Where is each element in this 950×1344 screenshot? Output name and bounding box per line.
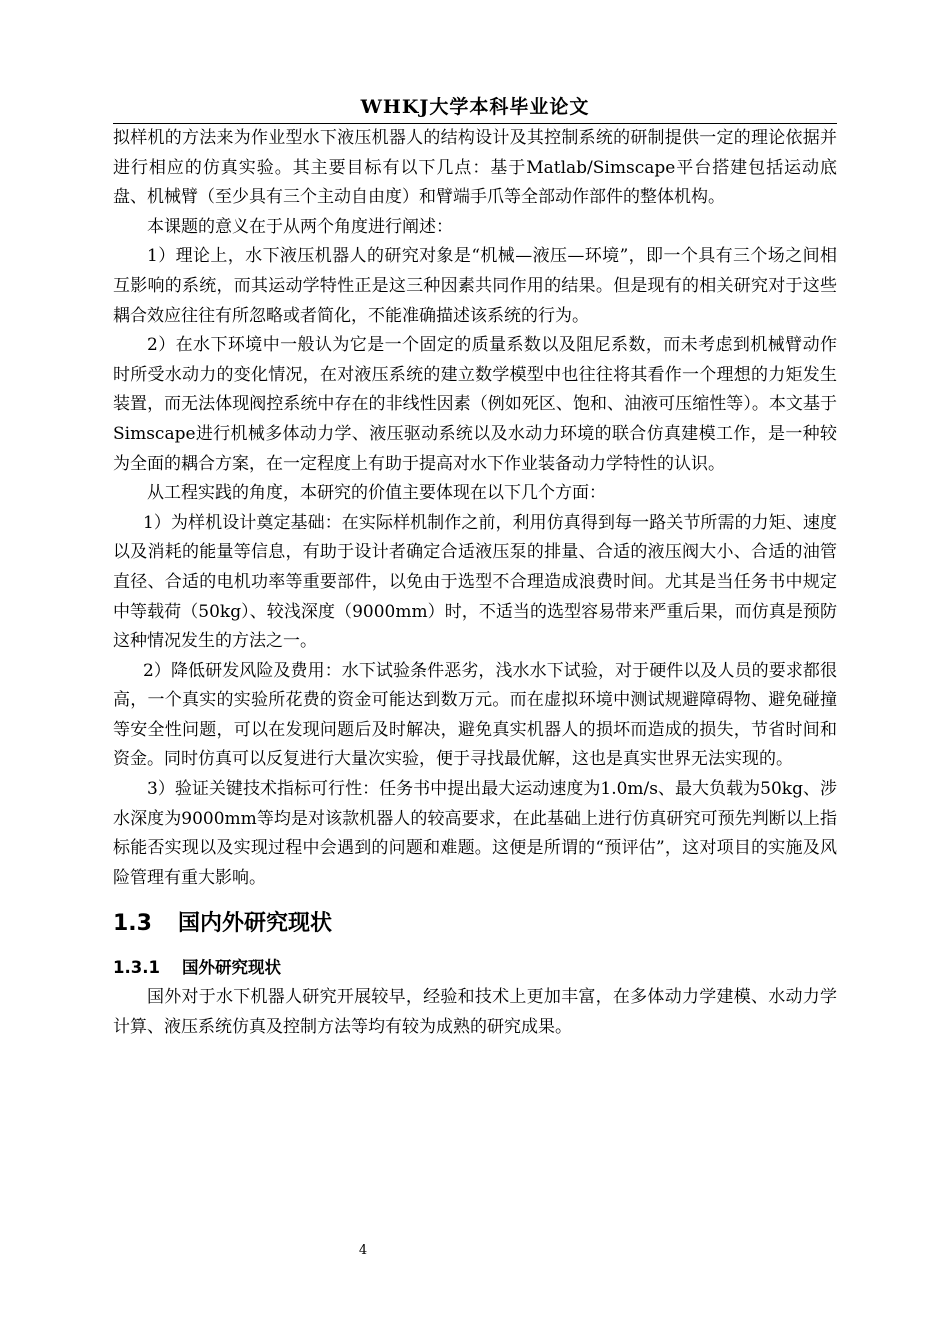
paragraph-practice-intro: 从工程实践的角度，本研究的价值主要体现在以下几个方面： — [147, 483, 606, 504]
section-title: 国内外研究现状 — [177, 911, 332, 937]
subsection-heading — [113, 951, 837, 983]
paragraph-theory-1: 1）理论上，水下液压机器人的研究对象是“机械—液压—环境”，即一个具有三个场之间相互影响的系统，而其运动学特性正是这三种因素共同作用的结果。但是现有的相关研究对于这些耦合效应往往有所忽略或者简化，不能准确描述该系统的行为。 — [113, 246, 837, 326]
paragraph-foreign-research: 国外对于水下机器人研究开展较早，经验和技术上更加丰富，在多体动力学建模、水动力学计算、液压系统仿真及控制方法等均有较为成熟的研究成果。 — [113, 987, 837, 1038]
paragraph-continuation: 拟样机的方法来为作业型水下液压机器人的结构设计及其控制系统的研制提供一定的理论依据并进行相应的仿真实验。其主要目标有以下几点：基于Matlab/Simscape平台搭建包括运动底盘、机械臂（至少具有三个主动自由度）和臂端手爪等全部动作部件的整体机构。 — [113, 128, 837, 208]
paragraph-significance-intro: 本课题的意义在于从两个角度进行阐述： — [147, 216, 453, 237]
paragraph-practice-3: 3）验证关键技术指标可行性：任务书中提出最大运动速度为1.0m/s、最大负载为50kg、涉水深度为9000mm等均是对该款机器人的较高要求，在此基础上进行仿真研究可预先判断以上指标能否实现以及实现过程中会遇到的问题和难题。这便是所谓的“预评估”，这对项目的实施及风险管理有重大影响。 — [113, 779, 837, 888]
paragraph-practice-2: 2）降低研发风险及费用：水下试验条件恶劣，浅水水下试验，对于硬件以及人员的要求都很高，一个真实的实验所花费的资金可能达到数万元。而在虚拟环境中测试规避障碍物、避免碰撞等安全性问题，可以在发现问题后及时解决，避免真实机器人的损坏而造成的损失，节省时间和资金。同时仿真可以反复进行大量次实验，便于寻找最优解，这也是真实世界无法实现的。 — [113, 660, 837, 770]
section-number: 1.3 — [113, 911, 152, 937]
document-body — [113, 124, 837, 1043]
subsection-title: 国外研究现状 — [181, 958, 281, 978]
paragraph-theory-2: 2）在水下环境中一般认为它是一个固定的质量系数以及阻尼系数，而未考虑到机械臂动作时所受水动力的变化情况，在对液压系统的建立数学模型中也往往将其看作一个理想的力矩发生装置，而无法体现阀控系统中存在的非线性因素（例如死区、饱和、油液可压缩性等）。本文基于Simscape进行机械多体动力学、液压驱动系统以及水动力环境的联合仿真建模工作，是一种较为全面的耦合方案，在一定程度上有助于提高对水下作业装备动力学特性的认识。 — [113, 335, 837, 474]
section-heading — [113, 893, 837, 951]
running-header: WHKJ大学本科毕业论文 — [360, 96, 590, 118]
page-number: 4 — [358, 1243, 368, 1258]
paragraph-practice-1: 1）为样机设计奠定基础：在实际样机制作之前，利用仿真得到每一路关节所需的力矩、速度以及消耗的能量等信息，有助于设计者确定合适液压泵的排量、合适的液压阀大小、合适的油管直径、合适的电机功率等重要部件，以免由于选型不合理造成浪费时间。尤其是当任务书中规定中等载荷（50kg）、较浅深度（9000mm）时，不适当的选型容易带来严重后果，而仿真是预防这种情况发生的方法之一。 — [113, 512, 837, 652]
subsection-number: 1.3.1 — [113, 958, 160, 978]
